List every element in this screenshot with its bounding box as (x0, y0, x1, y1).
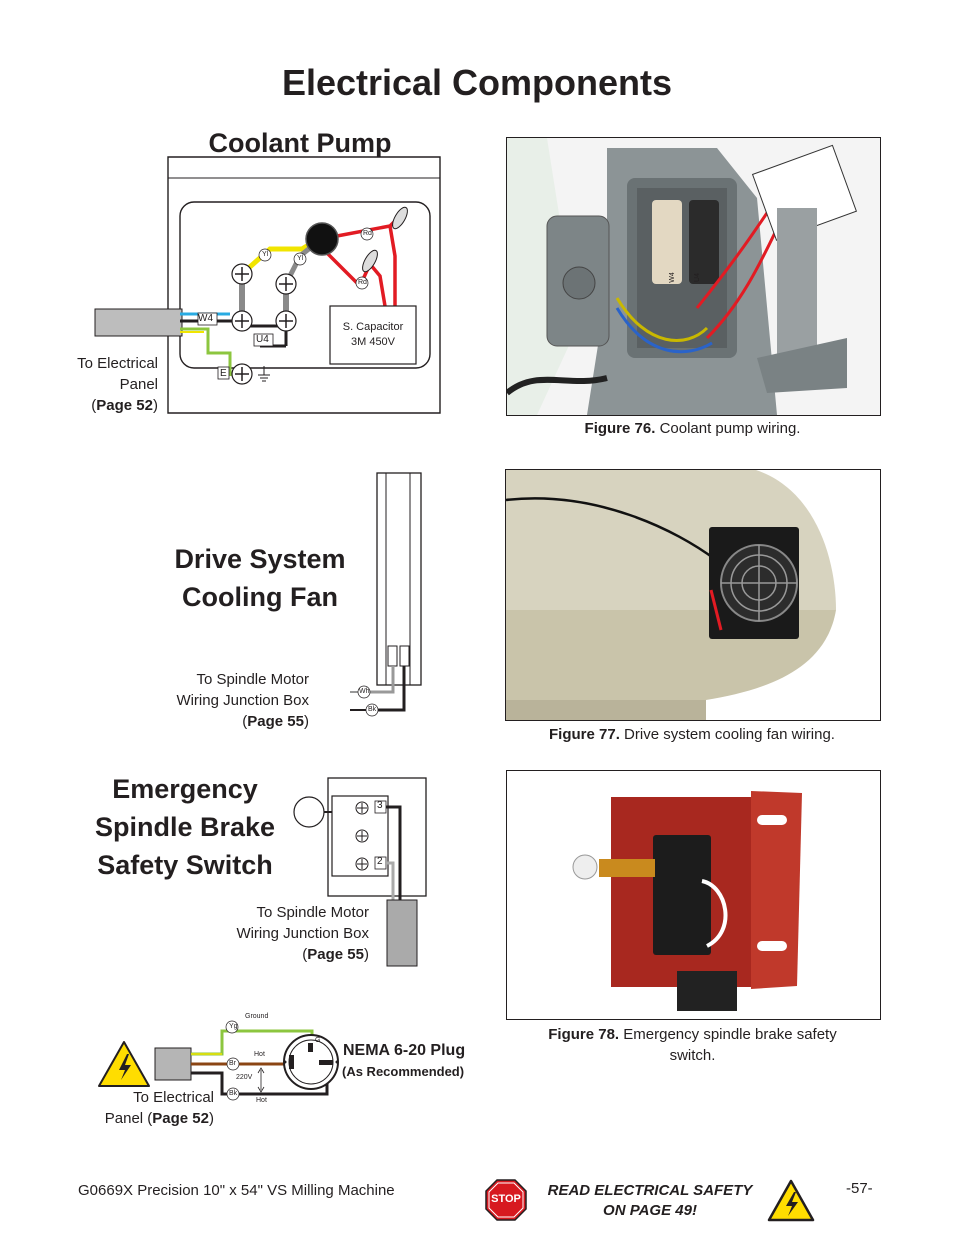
footer-warning-line2: ON PAGE 49! (603, 1202, 697, 1219)
cooling-fan-title-line1: Drive System (174, 544, 346, 574)
plug-title: NEMA 6-20 Plug (343, 1042, 466, 1059)
footer-product-name: G0669X Precision 10" x 54" VS Milling Machine (78, 1182, 395, 1199)
wire-tag-rd: Rd (358, 279, 367, 286)
warning-triangle-icon (766, 1178, 816, 1224)
cooling-fan-title (150, 540, 370, 616)
plug-hot-label-top: Hot (254, 1051, 265, 1058)
brake-switch-label (160, 902, 369, 965)
cooling-fan-label (100, 669, 309, 732)
warning-triangle-icon (99, 1042, 149, 1086)
wire-tag-yl: Yl (262, 251, 269, 258)
footer-warning (528, 1181, 772, 1221)
cooling-fan-ref-text: Page 55 (247, 713, 304, 730)
plug-panel-label-line2 (60, 1108, 214, 1129)
brake-switch-title-line1: Emergency (112, 774, 258, 804)
switch-terminal-3: 3 (377, 800, 383, 811)
plug-voltage-label: 220V (236, 1074, 253, 1081)
plug-panel-ref: Page 52 (152, 1110, 209, 1127)
photo-label-u4: U4 (693, 273, 701, 282)
terminal-u4-label: U4 (256, 334, 269, 345)
figure-78-photo (506, 770, 881, 1020)
plug-g-label: G (315, 1037, 321, 1044)
photo-label-w4: W4 (668, 272, 676, 283)
figure-77-text: Drive system cooling fan wiring. (624, 726, 835, 743)
plug-panel-prefix: Panel ( (104, 1110, 153, 1127)
cooling-fan-label-line2: Wiring Junction Box (176, 692, 309, 709)
figure-77-photo (505, 469, 881, 721)
plug-wire-tag-yg: Yg (229, 1023, 238, 1030)
coolant-pump-title: Coolant Pump (208, 128, 392, 158)
fan-wire-tag-wh: Wh (359, 688, 370, 695)
page-title: Electrical Components (281, 62, 673, 103)
brake-switch-title (70, 770, 300, 884)
brake-switch-label-line1: To Spindle Motor (256, 904, 369, 921)
figure-76-text: Coolant pump wiring. (659, 420, 801, 437)
page-number: -57- (846, 1180, 873, 1197)
capacitor-label-line2: 3M 450V (350, 336, 396, 348)
plug-wire-tag-bk: Bk (229, 1090, 238, 1097)
coolant-panel-label (30, 353, 158, 416)
terminal-e-label: E (220, 368, 227, 379)
plug-panel-label (60, 1087, 214, 1129)
plug-wire-tag-br: Br (229, 1060, 236, 1067)
figure-76-caption (506, 418, 879, 439)
figure-76-number: Figure 76. (584, 420, 656, 437)
capacitor-label (330, 320, 416, 350)
wire-tag-yl: Yl (297, 255, 304, 262)
figure-76-photo (506, 137, 881, 416)
cooling-fan-title-line2: Cooling Fan (182, 582, 338, 612)
terminal-w4-label: W4 (198, 313, 213, 324)
figure-78-caption (506, 1024, 879, 1066)
fan-wire-tag-bk: Bk (368, 706, 377, 713)
cooling-fan-wiring-diagram (350, 470, 430, 720)
coolant-panel-label-line1: To Electrical (77, 355, 158, 372)
coolant-panel-ref: (Page 52) (91, 397, 158, 414)
figure-78-caption-line1 (506, 1024, 879, 1045)
coolant-panel-label-line2: Panel (119, 376, 158, 393)
wire-tag-rd: Rd (363, 230, 372, 237)
brake-switch-label-line2: Wiring Junction Box (236, 925, 369, 942)
brake-switch-title-line3: Safety Switch (97, 850, 273, 880)
plug-hot-label-bottom: Hot (256, 1097, 267, 1104)
plug-subtitle: (As Recommended) (342, 1064, 465, 1079)
terminal-screw-icon (356, 802, 368, 870)
stop-sign-text: STOP (491, 1193, 521, 1205)
brake-switch-ref: (Page 55) (302, 946, 369, 963)
capacitor-label-line1: S. Capacitor (342, 321, 404, 333)
figure-77-number: Figure 77. (549, 726, 620, 743)
figure-78-caption-line2: switch. (669, 1047, 716, 1064)
cooling-fan-ref: (Page 55) (242, 713, 309, 730)
figure-77-caption (505, 724, 879, 745)
figure-78-number: Figure 78. (548, 1026, 620, 1043)
brake-switch-ref-text: Page 55 (307, 946, 364, 963)
coolant-panel-ref-text: Page 52 (96, 397, 153, 414)
plug-panel-suffix: ) (209, 1110, 214, 1127)
plug-ground-label: Ground (245, 1013, 269, 1020)
footer-warning-line1: READ ELECTRICAL SAFETY (547, 1182, 753, 1199)
brake-switch-title-line2: Spindle Brake (94, 812, 276, 842)
switch-terminal-2: 2 (377, 856, 383, 867)
cooling-fan-label-line1: To Spindle Motor (196, 671, 309, 688)
figure-78-text: Emergency spindle brake safety (623, 1026, 837, 1043)
plug-panel-label-line1: To Electrical (133, 1089, 214, 1106)
